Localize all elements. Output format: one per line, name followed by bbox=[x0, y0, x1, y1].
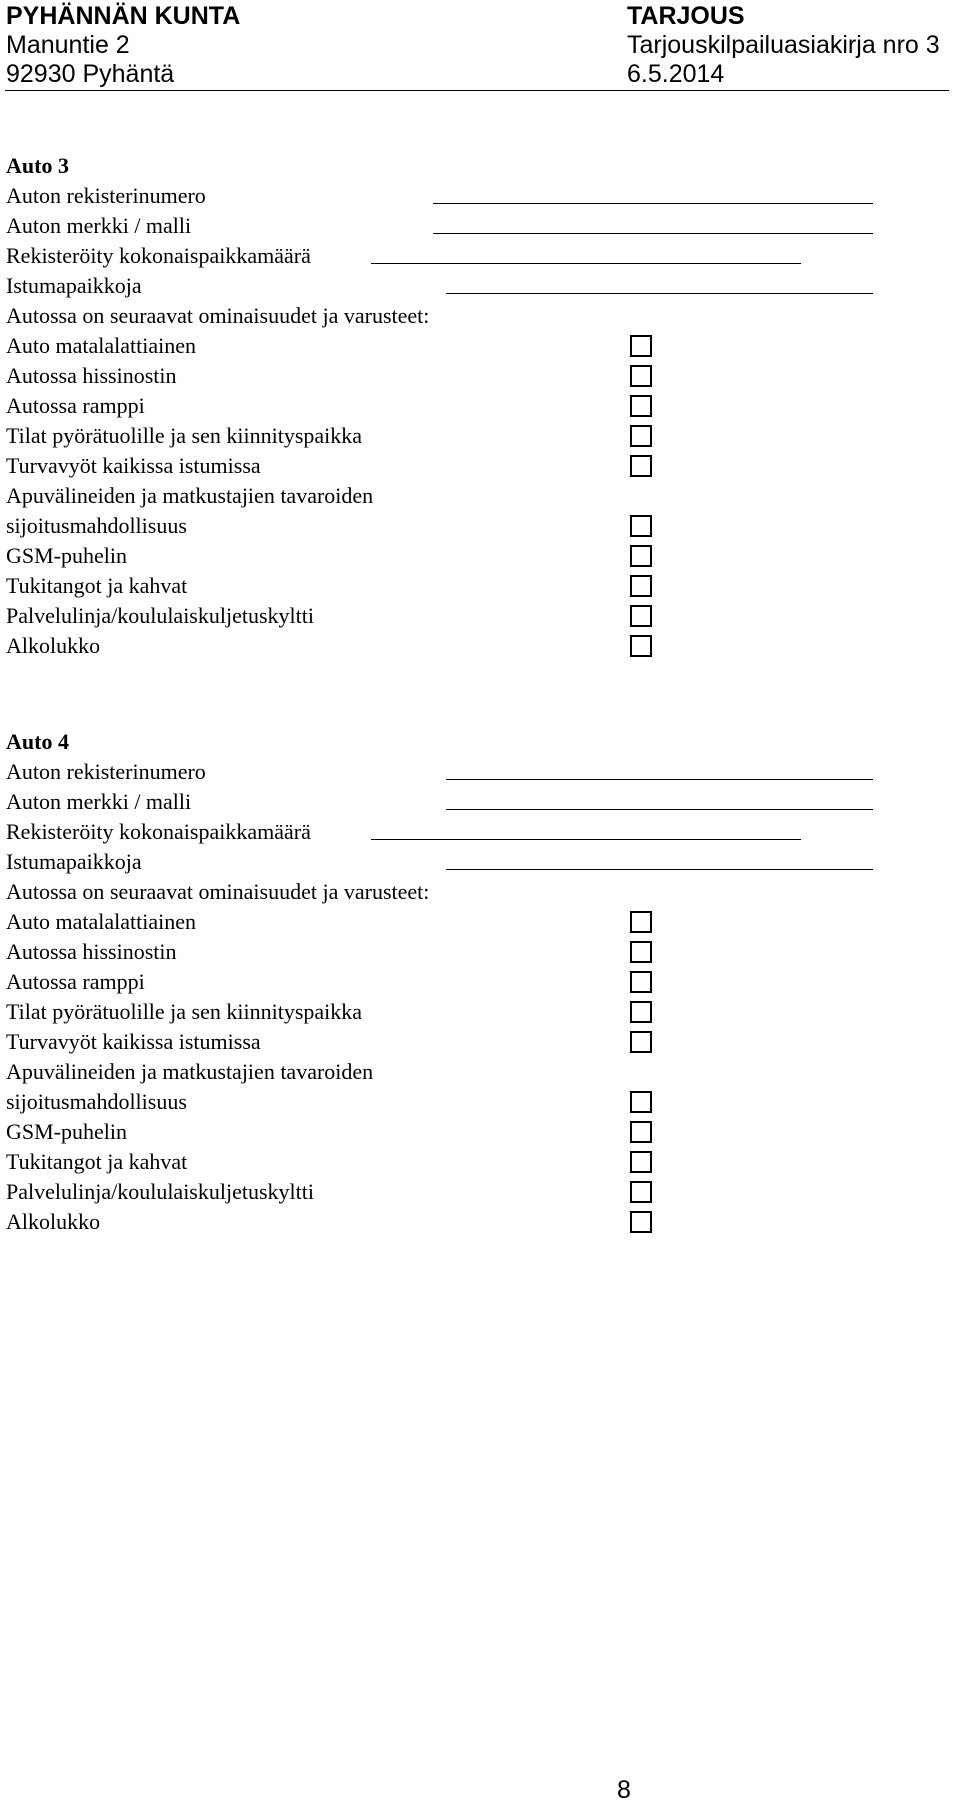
option-label: Apuvälineiden ja matkustajien tavaroiden bbox=[6, 483, 374, 508]
option-row bbox=[6, 421, 946, 451]
option-row bbox=[6, 601, 946, 631]
low-floor-checkbox[interactable] bbox=[630, 335, 652, 357]
option-label: Alkolukko bbox=[6, 1209, 101, 1234]
alcohol-lock-checkbox[interactable] bbox=[630, 635, 652, 657]
document-reference: Tarjouskilpailuasiakirja nro 3 bbox=[627, 31, 940, 59]
alcohol-lock-checkbox[interactable] bbox=[630, 1211, 652, 1233]
equipment-heading: Autossa on seuraavat ominaisuudet ja varusteet: bbox=[6, 303, 430, 328]
make-model-input[interactable] bbox=[446, 809, 873, 810]
gsm-phone-checkbox[interactable] bbox=[630, 545, 652, 567]
option-label: GSM-puhelin bbox=[6, 543, 127, 568]
option-label: Autossa hissinostin bbox=[6, 939, 177, 964]
handrails-checkbox[interactable] bbox=[630, 1151, 652, 1173]
total-seats-input[interactable] bbox=[371, 263, 801, 264]
option-label: Autossa ramppi bbox=[6, 969, 145, 994]
field-row-seats bbox=[6, 271, 946, 301]
field-label: Istumapaikkoja bbox=[6, 273, 142, 298]
field-label: Auton rekisterinumero bbox=[6, 183, 206, 208]
option-label: Turvavyöt kaikissa istumissa bbox=[6, 1029, 261, 1054]
option-row bbox=[6, 1117, 946, 1147]
field-row-total-seats bbox=[6, 241, 946, 271]
field-row-seats bbox=[6, 847, 946, 877]
field-row-make-model bbox=[6, 787, 946, 817]
section-title: Auto 4 bbox=[6, 729, 69, 754]
wheelchair-space-checkbox[interactable] bbox=[630, 1001, 652, 1023]
registration-number-input[interactable] bbox=[433, 203, 873, 204]
gsm-phone-checkbox[interactable] bbox=[630, 1121, 652, 1143]
option-row bbox=[6, 631, 946, 661]
option-row bbox=[6, 1087, 946, 1117]
registration-number-input[interactable] bbox=[446, 779, 873, 780]
make-model-input[interactable] bbox=[433, 233, 873, 234]
option-row bbox=[6, 361, 946, 391]
field-row-registration bbox=[6, 181, 946, 211]
field-row-registration bbox=[6, 757, 946, 787]
municipality-name: PYHÄNNÄN KUNTA bbox=[6, 2, 241, 30]
option-label: Turvavyöt kaikissa istumissa bbox=[6, 453, 261, 478]
option-row bbox=[6, 331, 946, 361]
postal-address: 92930 Pyhäntä bbox=[6, 60, 175, 88]
option-row bbox=[6, 967, 946, 997]
equipment-heading: Autossa on seuraavat ominaisuudet ja varusteet: bbox=[6, 879, 430, 904]
option-label: Autossa hissinostin bbox=[6, 363, 177, 388]
ramp-checkbox[interactable] bbox=[630, 395, 652, 417]
seats-input[interactable] bbox=[446, 869, 873, 870]
option-label: Tukitangot ja kahvat bbox=[6, 573, 188, 598]
field-label: Auton merkki / malli bbox=[6, 789, 192, 814]
service-sign-checkbox[interactable] bbox=[630, 605, 652, 627]
field-label: Rekisteröity kokonaispaikkamäärä bbox=[6, 819, 311, 844]
option-label: Alkolukko bbox=[6, 633, 101, 658]
option-label: Apuvälineiden ja matkustajien tavaroiden bbox=[6, 1059, 374, 1084]
option-row bbox=[6, 481, 946, 511]
seats-input[interactable] bbox=[446, 293, 873, 294]
document-type: TARJOUS bbox=[627, 2, 745, 30]
ramp-checkbox[interactable] bbox=[630, 971, 652, 993]
field-row-total-seats bbox=[6, 817, 946, 847]
option-row bbox=[6, 937, 946, 967]
option-row bbox=[6, 511, 946, 541]
field-label: Rekisteröity kokonaispaikkamäärä bbox=[6, 243, 311, 268]
low-floor-checkbox[interactable] bbox=[630, 911, 652, 933]
option-label: GSM-puhelin bbox=[6, 1119, 127, 1144]
luggage-space-checkbox[interactable] bbox=[630, 1091, 652, 1113]
total-seats-input[interactable] bbox=[371, 839, 801, 840]
seatbelts-checkbox[interactable] bbox=[630, 1031, 652, 1053]
option-row bbox=[6, 1027, 946, 1057]
seatbelts-checkbox[interactable] bbox=[630, 455, 652, 477]
vehicle-section-auto-4 bbox=[6, 727, 946, 1237]
option-label: Tilat pyörätuolille ja sen kiinnityspaikka bbox=[6, 999, 363, 1024]
option-label: Palvelulinja/koululaiskuljetuskyltti bbox=[6, 603, 314, 628]
option-label: sijoitusmahdollisuus bbox=[6, 1089, 187, 1114]
option-row bbox=[6, 1177, 946, 1207]
option-row bbox=[6, 571, 946, 601]
luggage-space-checkbox[interactable] bbox=[630, 515, 652, 537]
option-label: Tilat pyörätuolille ja sen kiinnityspaikka bbox=[6, 423, 363, 448]
street-address: Manuntie 2 bbox=[6, 31, 130, 59]
header-divider bbox=[5, 90, 949, 91]
option-row bbox=[6, 541, 946, 571]
option-row bbox=[6, 451, 946, 481]
option-row bbox=[6, 997, 946, 1027]
field-label: Istumapaikkoja bbox=[6, 849, 142, 874]
page-header bbox=[6, 2, 946, 89]
option-label: Palvelulinja/koululaiskuljetuskyltti bbox=[6, 1179, 314, 1204]
wheelchair-space-checkbox[interactable] bbox=[630, 425, 652, 447]
option-label: sijoitusmahdollisuus bbox=[6, 513, 187, 538]
section-title: Auto 3 bbox=[6, 153, 69, 178]
option-row bbox=[6, 1057, 946, 1087]
field-label: Auton merkki / malli bbox=[6, 213, 192, 238]
option-row bbox=[6, 391, 946, 421]
lift-checkbox[interactable] bbox=[630, 941, 652, 963]
option-label: Auto matalalattiainen bbox=[6, 333, 196, 358]
page-number: 8 bbox=[617, 1776, 631, 1804]
option-row bbox=[6, 907, 946, 937]
service-sign-checkbox[interactable] bbox=[630, 1181, 652, 1203]
option-row bbox=[6, 1207, 946, 1237]
option-label: Auto matalalattiainen bbox=[6, 909, 196, 934]
field-row-make-model bbox=[6, 211, 946, 241]
option-row bbox=[6, 1147, 946, 1177]
option-label: Tukitangot ja kahvat bbox=[6, 1149, 188, 1174]
vehicle-section-auto-3 bbox=[6, 151, 946, 661]
lift-checkbox[interactable] bbox=[630, 365, 652, 387]
document-date: 6.5.2014 bbox=[627, 60, 725, 88]
handrails-checkbox[interactable] bbox=[630, 575, 652, 597]
field-label: Auton rekisterinumero bbox=[6, 759, 206, 784]
option-label: Autossa ramppi bbox=[6, 393, 145, 418]
